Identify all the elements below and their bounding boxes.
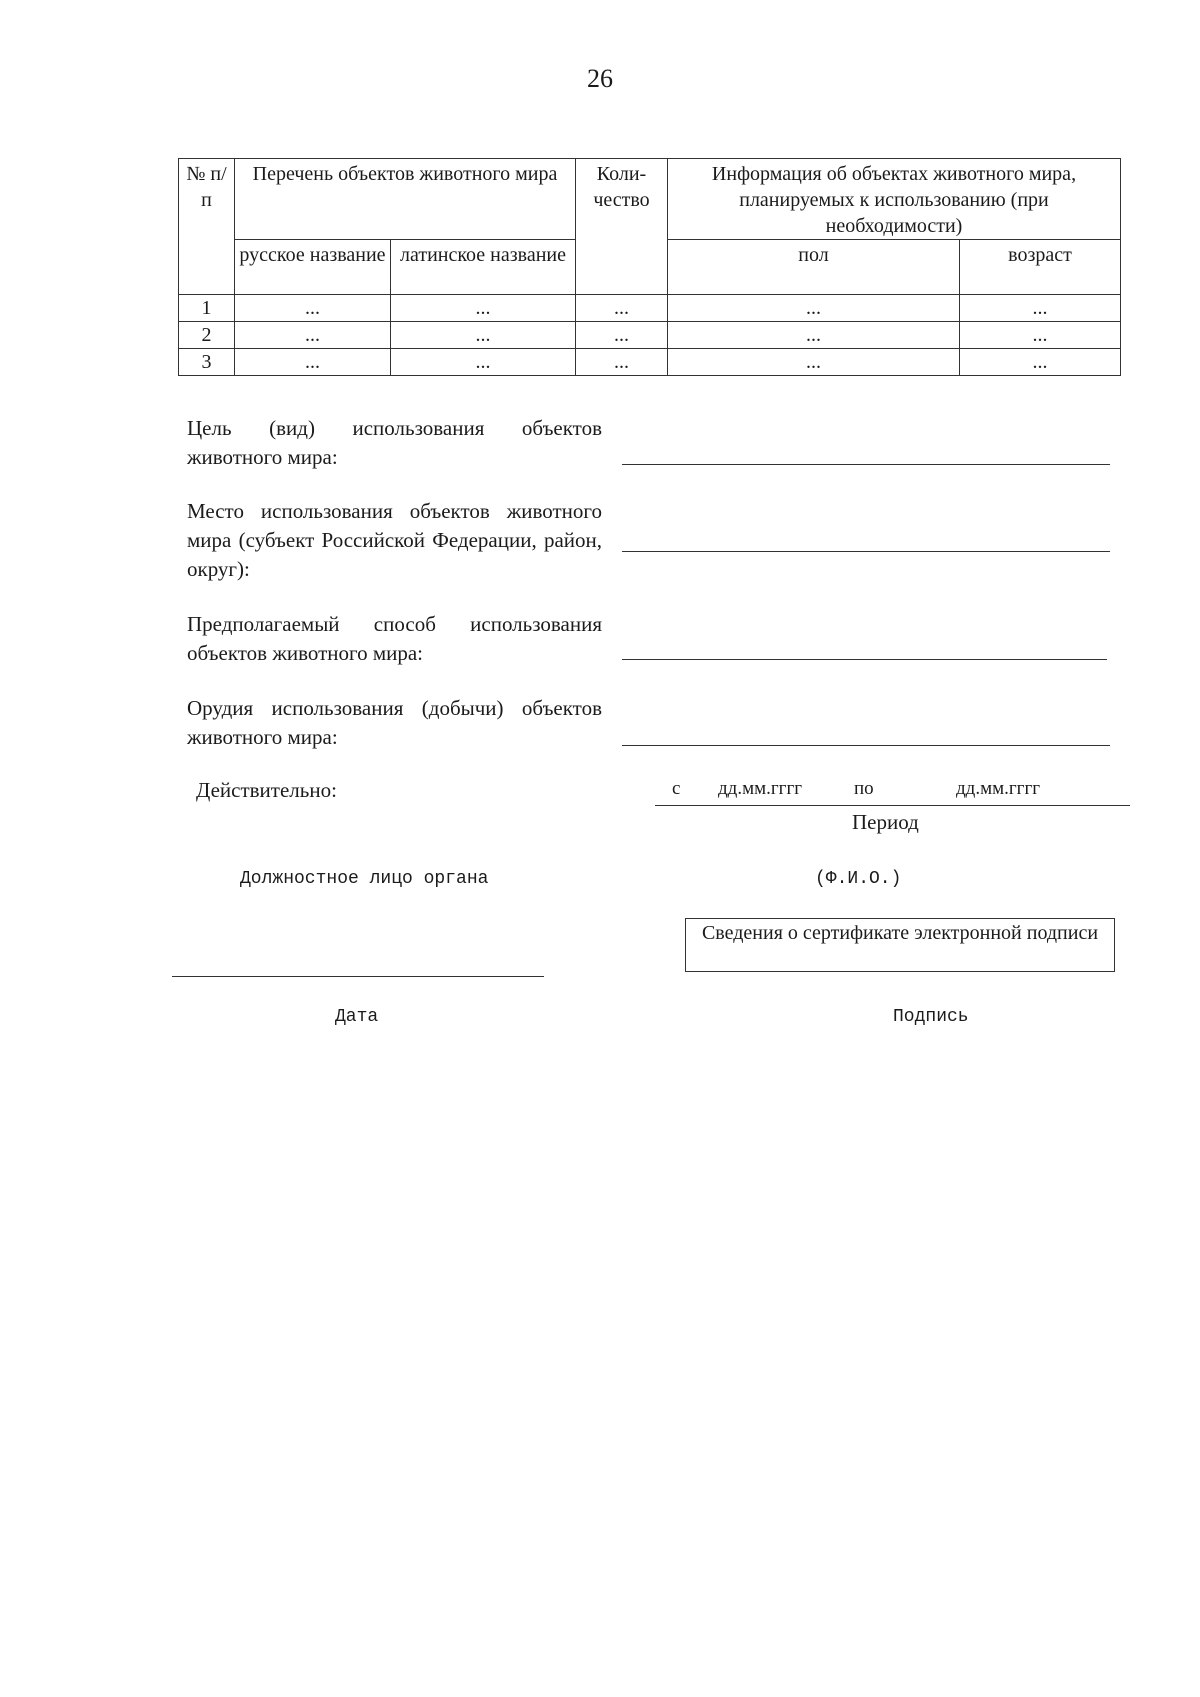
header-qty: Коли-чество: [576, 159, 668, 295]
row-qty: ...: [576, 349, 668, 376]
row-qty: ...: [576, 295, 668, 322]
header-ru-name: русское название: [235, 240, 391, 295]
row-qty: ...: [576, 322, 668, 349]
header-sex: пол: [668, 240, 960, 295]
purpose-blank-line[interactable]: [622, 464, 1110, 465]
row-lat: ...: [391, 322, 576, 349]
row-sex: ...: [668, 349, 960, 376]
method-label: Предполагаемый способ использования объектов животного мира:: [187, 612, 602, 665]
tools-blank-line[interactable]: [622, 745, 1110, 746]
period-caption: Период: [852, 810, 919, 834]
row-lat: ...: [391, 349, 576, 376]
place-blank-line[interactable]: [622, 551, 1110, 552]
table-row: [179, 349, 1121, 376]
row-num: 2: [179, 322, 235, 349]
period-to-label: по: [854, 778, 874, 799]
page-number: 26: [587, 64, 613, 93]
row-num: 3: [179, 349, 235, 376]
row-ru: ...: [235, 349, 391, 376]
date-blank-line[interactable]: [172, 976, 544, 977]
row-ru: ...: [235, 322, 391, 349]
header-info: Информация об объектах животного мира, планируемых к использованию (при необходимости): [668, 159, 1121, 240]
header-list: Перечень объектов животного мира: [235, 159, 576, 240]
row-ru: ...: [235, 295, 391, 322]
table-row: [179, 295, 1121, 322]
place-label: Место использования объектов животного мира (субъект Российской Федерации, район, округ):: [187, 499, 602, 581]
certificate-box: Сведения о сертификате электронной подписи: [685, 918, 1115, 972]
fio-label: (Ф.И.О.): [815, 869, 902, 889]
row-sex: ...: [668, 295, 960, 322]
purpose-label: Цель (вид) использования объектов животного мира:: [187, 416, 602, 469]
header-lat-name: латинское название: [391, 240, 576, 295]
period-from-label: с: [672, 778, 681, 799]
period-line: [655, 805, 1130, 806]
table-row: [179, 322, 1121, 349]
period-from-date[interactable]: дд.мм.гггг: [718, 778, 803, 799]
row-sex: ...: [668, 322, 960, 349]
row-age: ...: [960, 349, 1121, 376]
tools-label: Орудия использования (добычи) объектов животного мира:: [187, 696, 602, 749]
period-to-date[interactable]: дд.мм.гггг: [956, 778, 1041, 799]
signature-label: Подпись: [893, 1007, 969, 1027]
row-age: ...: [960, 295, 1121, 322]
method-blank-line[interactable]: [622, 659, 1107, 660]
date-label: Дата: [335, 1007, 379, 1027]
row-num: 1: [179, 295, 235, 322]
table-header-row: [179, 159, 1121, 240]
row-age: ...: [960, 322, 1121, 349]
header-age: возраст: [960, 240, 1121, 295]
row-lat: ...: [391, 295, 576, 322]
header-num: № п/п: [179, 159, 235, 295]
official-label: Должностное лицо органа: [240, 869, 489, 889]
validity-label: Действительно:: [196, 778, 337, 802]
animal-objects-table: [178, 158, 1121, 376]
